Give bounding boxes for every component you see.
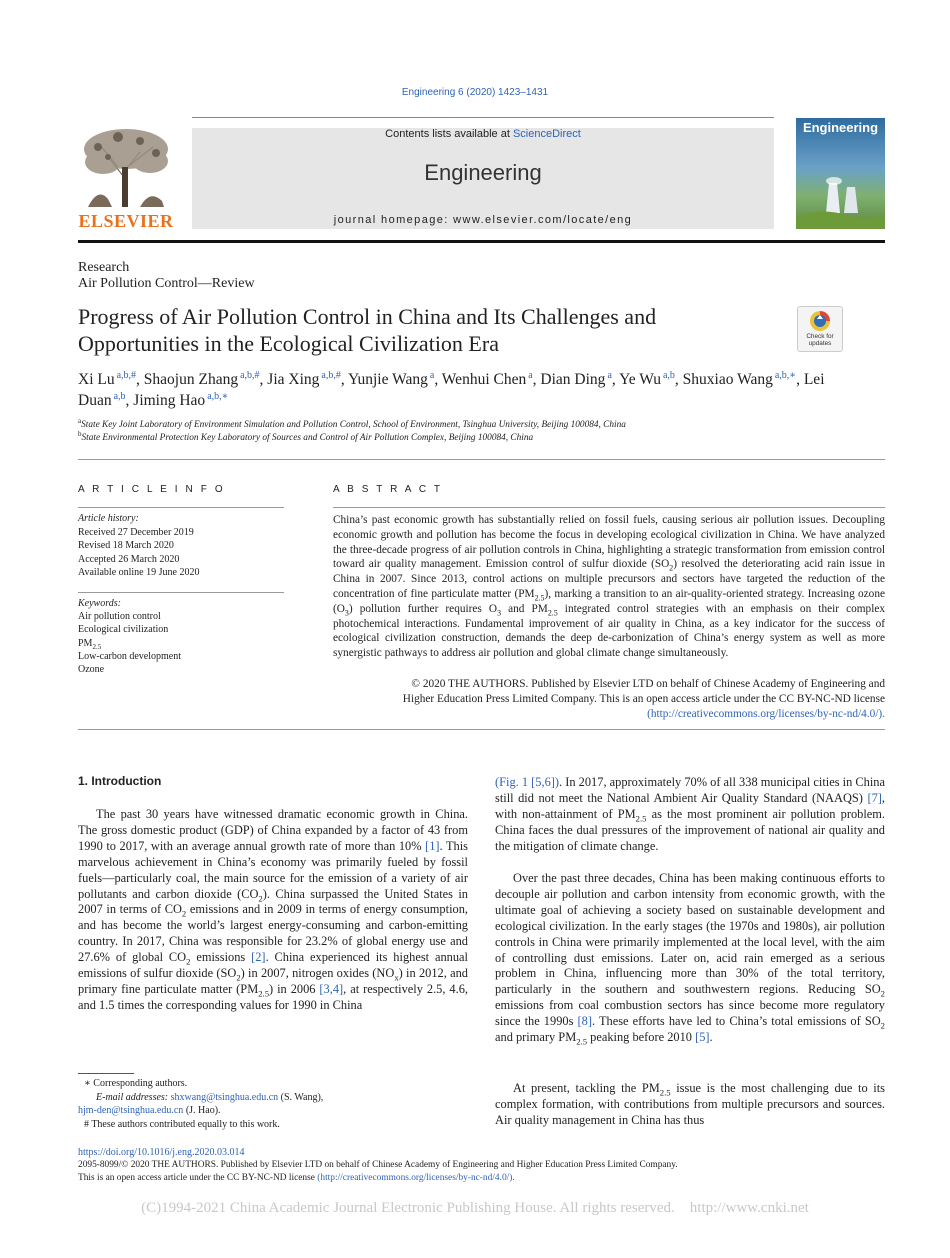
intro-paragraph-1: The past 30 years have witnessed dramatic economic growth in China. The gross domestic product (GDP) of China expanded by a factor of 43 from 1990 to 2017, with an average annual growth rate of more than 10% [1]. This marvelous achievement in China’s economy was primarily fueled by fossil fuels—particularly coal, the main source for the emission of a variety of air pollutants and carbon dioxide $(CO_2)$. China surpassed the United States in 2007 in terms of $CO_2$ emissions and in 2009 in terms of energy consumption, and has become the world’s largest energy-consuming and carbon-emitting country. In 2017, China was responsible for 23.2% of global energy use and 27.6% of global $CO_2$ emissions [2]. China experienced its highest annual emissions of sulfur dioxide $(SO_2)$ in 2007, nitrogen oxides $(NO_x)$ in 2012, and primary fine particulate matter $(PM_{2.5})$ in 2006 [3,4], at respectively 2.5, 4.6, and 1.5 times the corresponding values for 1990 in China [78,807,469,1012]
author[interactable]: Ye Wu [619,371,661,388]
abstract-text: China’s past economic growth has substantially relied on fossil fuels, causing serious air pollution issues. Decoupling economic growth and pollution has become the focus in developing ecological civilization in China. We have analyzed the three-decade progress of air pollution controls in China, highlighting a strategic transformation from emission control toward air quality management. Emission control of sulfur dioxide $(SO_2)$ resolved the deteriorating acid rain issue in China in 2007. Since 2013, control actions on multiple precursors and sectors have targeted the reduction of the concentration of fine particulate matter $(PM_{2.5})$, marking a transition to an air-quality-oriented strategy. Increasing ozone $(O_3)$ pollution further requires $O_3$ and $PM_{2.5}$ integrated control strategies with an emphasis on their complex photochemical interactions. Fundamental improvement of air quality in China, as a key indicator for the success of ecological civilization construction, demands the deep de-carbonization of China’s energy system as well as more synergistic pathways to address air pollution and global climate change simultaneously. [333,514,886,660]
abstract-heading: A B S T R A C T [333,484,443,495]
footnote-equal-contribution: # These authors contributed equally to this work. [84,1118,280,1130]
keyword-item: Air pollution control [78,611,161,623]
copyright-line-1: © 2020 THE AUTHORS. Published by Elsevier LTD on behalf of Chinese Academy of Engineering and [411,678,885,690]
author-affiliation-marks[interactable]: a,b [113,390,126,402]
email-wang-link[interactable]: shxwang@tsinghua.edu.cn [170,1091,279,1103]
author[interactable]: Lei Duan [78,371,825,409]
journal-reference[interactable]: Engineering 6 (2020) 1423–1431 [401,87,549,98]
author-affiliation-marks[interactable]: a,b,∗ [774,369,797,381]
intro-paragraph-2: (Fig. 1 [5,6]). In 2017, approximately 70% of all 338 municipal cities in China still did not meet the National Ambient Air Quality Standard (NAAQS) [7], with non-attainment of $PM_{2.5}$ as the most prominent air pollution problem. China faces the dual pressures of the improvement of national air quality and the mitigation of climate change. [495,775,886,853]
journal-homepage[interactable]: journal homepage: www.elsevier.com/locate/eng [333,214,633,226]
keyword-item: Ozone [78,664,105,676]
author[interactable]: Xi Lu [78,371,115,388]
history-item: Received 27 December 2019 [78,526,194,538]
cnki-watermark: (C)1994-2021 China Academic Journal Electronic Publishing House. All rights reserved. http://www.cnki.net [141,1200,809,1216]
history-list [78,526,199,580]
author-list: Xi Lu $^{a,b,\#}$, Shaojun Zhang $^{a,b,\#}$, Jia Xing $^{a,b,\#}$, Yunjie Wang $^a$, Wenhui Chen $^a$, Dian Ding $^a$, Ye Wu $^{a,b}$, Shuxiao Wang $^{a,b,∗}$, Lei Duan $^{a,b}$, Jiming Hao $^{a,b,∗}$ [78,369,825,409]
author[interactable]: Jia Xing [267,371,320,388]
issn-line: 2095-8099/© 2020 THE AUTHORS. Published by Elsevier LTD on behalf of Chinese Academy of Engineering and Higher Education Press Limited Company. [78,1160,678,1170]
affiliation-item: $^a$State Key Joint Laboratory of Environment Simulation and Pollution Control, School of Environment, Tsinghua University, Beijing 100084, China [78,416,626,430]
elsevier-logo[interactable] [78,127,174,231]
bottom-license-prefix: This is an open access article under the CC BY-NC-ND license [78,1173,318,1183]
contents-line [192,128,774,140]
article-history [78,512,199,580]
author[interactable]: Wenhui Chen [441,371,527,388]
tree-icon [78,127,174,209]
author-affiliation-marks[interactable]: a,b,# [321,369,341,381]
bottom-license-link[interactable]: (http://creativecommons.org/licenses/by-nc-nd/4.0/). [317,1173,515,1183]
journal-cover[interactable] [796,118,885,229]
author[interactable]: Yunjie Wang [348,371,428,388]
journal-header [192,128,774,229]
sciencedirect-link[interactable]: ScienceDirect [512,128,581,140]
email-label: E-mail addresses: [96,1091,171,1103]
author-affiliation-marks[interactable]: a,b,∗ [207,390,229,402]
author[interactable]: Shuxiao Wang [682,371,773,388]
check-for-updates-button[interactable] [797,306,843,352]
title-line-2: Opportunities in the Ecological Civilization Era [78,331,499,356]
footnote-corresponding: ∗ Corresponding authors. [84,1078,188,1089]
history-label: Article history: [78,513,139,524]
license-link[interactable]: (http://creativecommons.org/licenses/by-nc-nd/4.0/). [647,707,885,720]
author-affiliation-marks[interactable]: a [607,369,612,381]
author[interactable]: Dian Ding [540,371,606,388]
keywords-list [78,610,181,676]
cover-title: Engineering [802,120,879,135]
history-item: Accepted 26 March 2020 [78,553,180,565]
author-affiliation-marks[interactable]: a [528,369,533,381]
article-info-heading: A R T I C L E I N F O [78,484,226,495]
check-updates-label: Check for updates [806,333,834,347]
affiliation-item: $^b$State Environmental Protection Key Laboratory of Sources and Control of Air Pollution Complex, Beijing 100084, China [78,429,534,443]
email-hao-name: (J. Hao). [183,1105,221,1116]
elsevier-wordmark: ELSEVIER [78,211,174,231]
email-hao-link[interactable]: hjm-den@tsinghua.edu.cn [78,1105,184,1116]
copyright-line-2: Higher Education Press Limited Company. This is an open access article under the CC BY-NC-ND license [402,692,885,705]
author-affiliation-marks[interactable]: a,b,# [116,369,137,381]
author[interactable]: Jiming Hao [133,392,206,409]
keywords-block [78,597,181,676]
email-wang-name: (S. Wang), [278,1091,324,1103]
intro-paragraph-3: Over the past three decades, China has been making continuous efforts to decouple air pollution and carbon intensity from economic growth, with the ultimate goal of achieving a society based on sustainable development and ecological civilization. In the early stages (the 1970s and 1980s), air pollution controls in China were primarily implemented at the local level, with the aim of controlling dust emissions. Later on, acid rain emerged as a serious problem in China, influencing more than 30% of the total territory, particularly in the southern and southwestern regions. Reducing $SO_2$ emissions from coal combustion sectors has since become more regulatory since the 1990s [8]. These efforts have led to China’s total emissions of $SO_2$ and primary $PM_{2.5}$ peaking before 2010 [5]. [495,871,885,1047]
article-subcategory: Air Pollution Control—Review [78,276,255,291]
title-line-1: Progress of Air Pollution Control in China and Its Challenges and [78,304,657,329]
footnotes [78,1077,468,1131]
intro-paragraph-4: At present, tackling the $PM_{2.5}$ issue is the most challenging due to its complex formation, with contributions from multiple precursors and sources. Air quality management in China has thus [495,1081,885,1127]
contents-prefix: Contents lists available at [385,128,513,140]
section-heading-introduction: 1. Introduction [78,774,162,788]
keyword-item: Ecological civilization [78,624,169,636]
keyword-item: $PM_{2.5}$ [78,637,102,651]
doi-link[interactable]: https://doi.org/10.1016/j.eng.2020.03.014 [78,1147,245,1158]
history-item: Available online 19 June 2020 [78,567,200,578]
bottom-license-line [78,1172,515,1186]
abstract-copyright [333,677,885,721]
journal-name: Engineering [424,160,542,185]
author-affiliation-marks[interactable]: a,b [662,369,675,381]
author-affiliation-marks[interactable]: a [429,369,435,381]
affiliations [78,416,626,445]
author[interactable]: Shaojun Zhang [143,371,239,388]
article-category: Research [78,260,130,275]
author-affiliation-marks[interactable]: a,b,# [240,369,260,381]
cover-landscape-icon [796,173,885,229]
history-item: Revised 18 March 2020 [78,540,174,551]
article-title [78,303,656,357]
update-badge-icon [809,310,831,332]
keyword-item: Low-carbon development [78,650,182,662]
keywords-label: Keywords: [78,598,121,609]
